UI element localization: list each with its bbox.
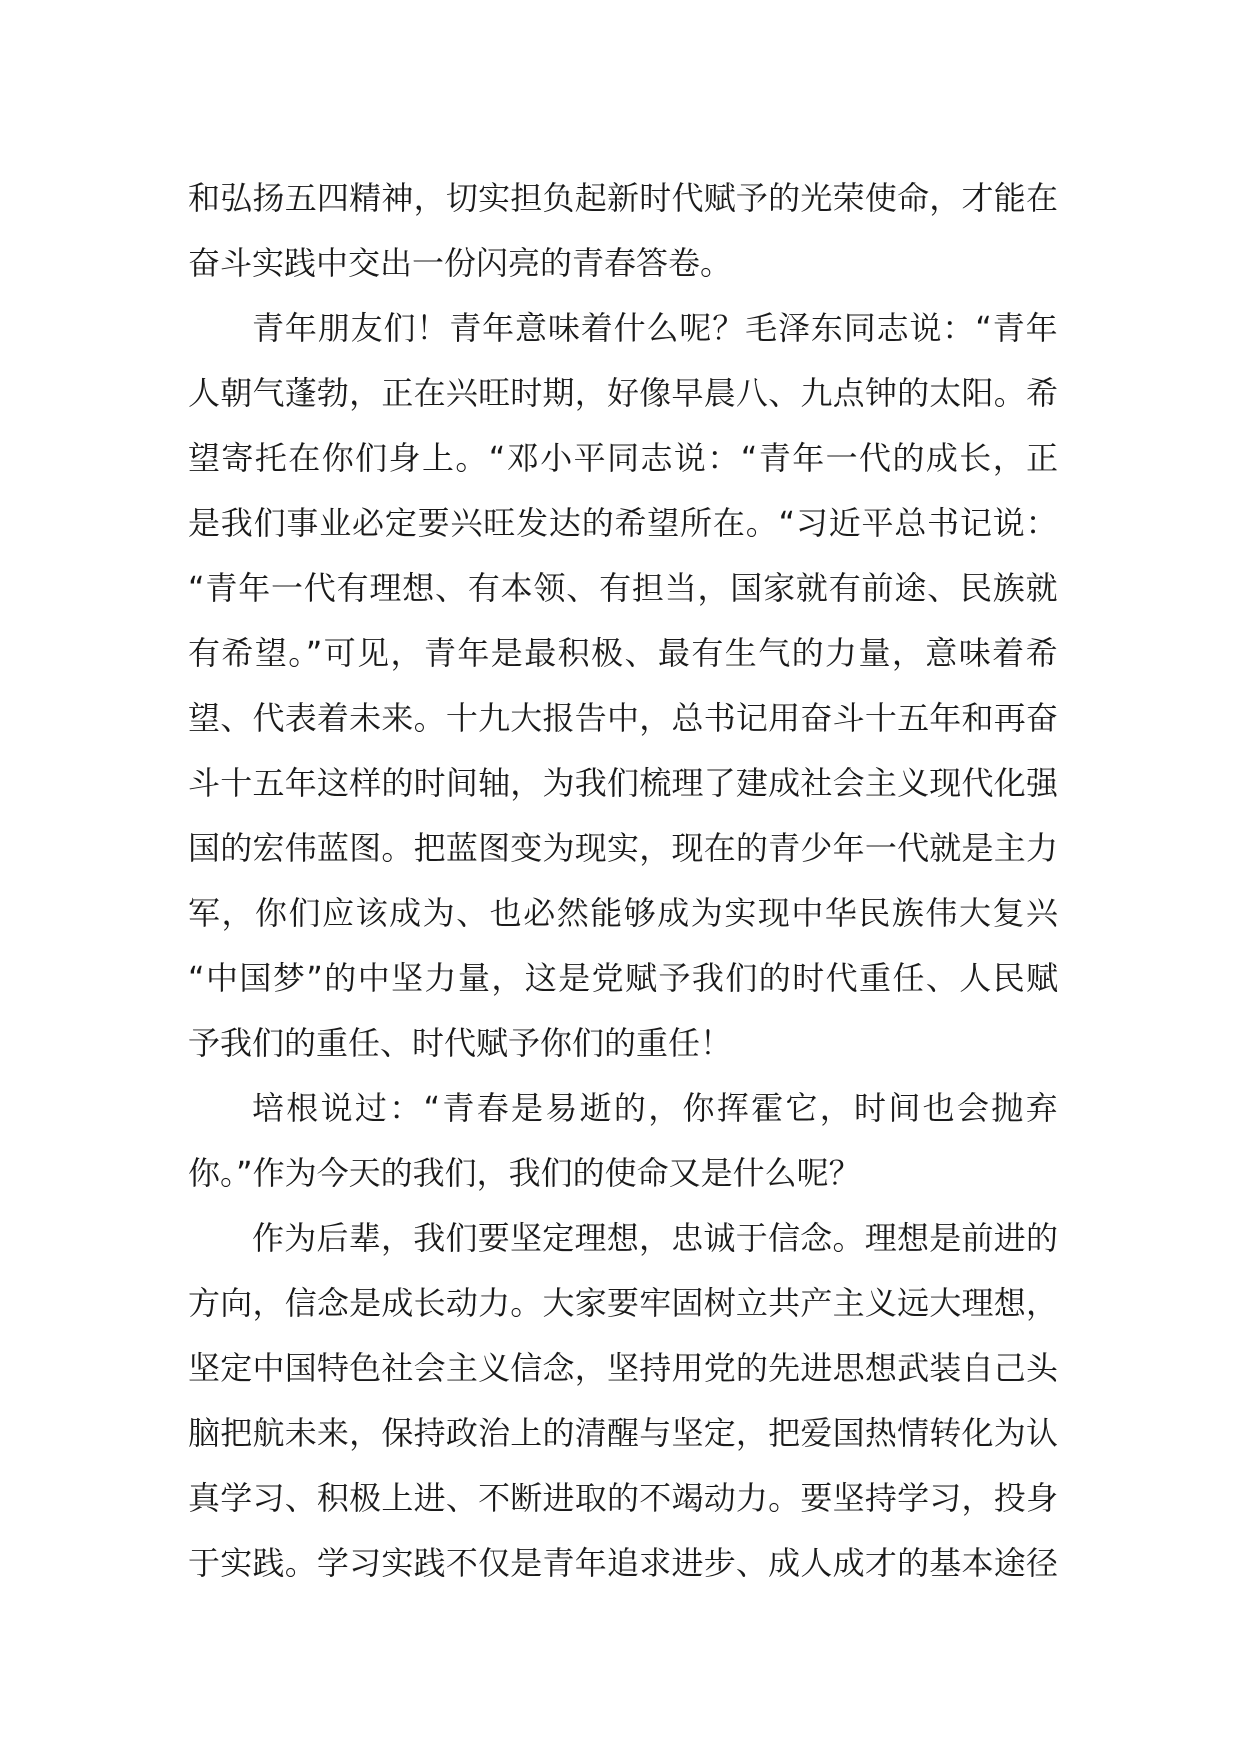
- text-line: 你。”作为今天的我们，我们的使命又是什么呢？: [188, 1154, 861, 1192]
- text-line: 人朝气蓬勃，正在兴旺时期，好像早晨八、九点钟的太阳。希: [188, 374, 1059, 412]
- text-line: 予我们的重任、时代赋予你们的重任！: [188, 1024, 733, 1062]
- text-line: 脑把航未来，保持政治上的清醒与坚定，把爱国热情转化为认: [188, 1414, 1059, 1452]
- text-line: 和弘扬五四精神，切实担负起新时代赋予的光荣使命，才能在: [188, 179, 1059, 217]
- text-line: “中国梦”的中坚力量，这是党赋予我们的时代重任、人民赋: [188, 959, 1060, 997]
- text-line: 斗十五年这样的时间轴，为我们梳理了建成社会主义现代化强: [188, 764, 1059, 802]
- text-line: 有希望。”可见，青年是最积极、最有生气的力量，意味着希: [188, 634, 1060, 672]
- paragraph: [188, 166, 1058, 296]
- paragraph: [188, 296, 1058, 1076]
- paragraph: [188, 1076, 1058, 1206]
- text-line: 军，你们应该成为、也必然能够成为实现中华民族伟大复兴: [188, 894, 1060, 932]
- text-line: 真学习、积极上进、不断进取的不竭动力。要坚持学习，投身: [188, 1479, 1059, 1517]
- text-line: 望寄托在你们身上。“邓小平同志说：“青年一代的成长，正: [188, 439, 1060, 477]
- text-line: 培根说过：“青春是易逝的，你挥霍它，时间也会抛弃: [252, 1089, 1060, 1127]
- text-line: 望、代表着未来。十九大报告中，总书记用奋斗十五年和再奋: [188, 699, 1059, 737]
- text-line: “青年一代有理想、有本领、有担当，国家就有前途、民族就: [188, 569, 1059, 607]
- paragraph: [188, 1206, 1058, 1596]
- text-line: 坚定中国特色社会主义信念，坚持用党的先进思想武装自己头: [188, 1349, 1059, 1387]
- text-line: 奋斗实践中交出一份闪亮的青春答卷。: [188, 244, 733, 282]
- text-line: 作为后辈，我们要坚定理想，忠诚于信念。理想是前进的: [252, 1219, 1059, 1257]
- text-line: 是我们事业必定要兴旺发达的希望所在。“习近平总书记说：: [188, 504, 1059, 542]
- text-line: 青年朋友们！青年意味着什么呢？毛泽东同志说：“青年: [252, 309, 1059, 347]
- body-text: [188, 166, 1058, 1596]
- text-line: 于实践。学习实践不仅是青年追求进步、成人成才的基本途径: [188, 1544, 1059, 1582]
- text-line: 国的宏伟蓝图。把蓝图变为现实，现在的青少年一代就是主力: [188, 829, 1059, 867]
- text-line: 方向，信念是成长动力。大家要牢固树立共产主义远大理想，: [188, 1284, 1059, 1322]
